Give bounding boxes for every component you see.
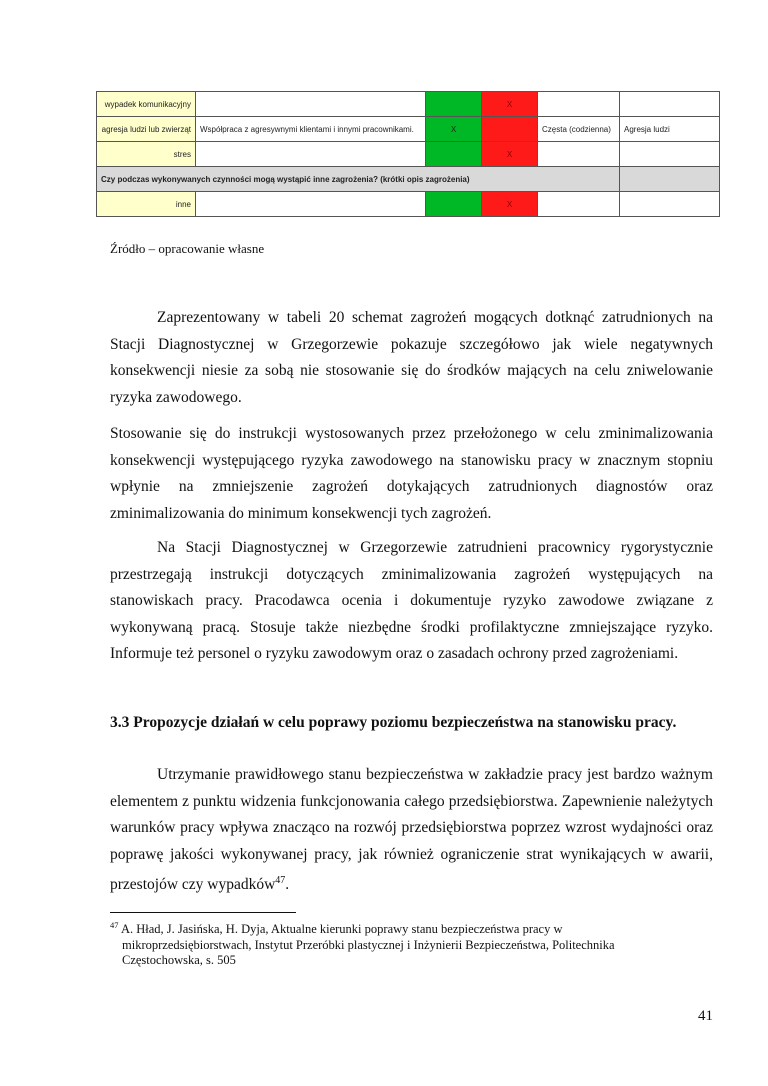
red-cell: X [482, 92, 538, 117]
footnote-reference: 47 [275, 875, 286, 886]
red-cell: X [482, 192, 538, 217]
table-row [97, 192, 720, 217]
frequency-cell [538, 192, 620, 217]
red-cell: X [482, 142, 538, 167]
frequency-cell [538, 92, 620, 117]
table-row [97, 117, 720, 142]
effect-cell [620, 142, 720, 167]
hazard-description [196, 92, 426, 117]
green-cell [426, 92, 482, 117]
green-cell: X [426, 117, 482, 142]
green-cell [426, 192, 482, 217]
hazard-description [196, 142, 426, 167]
paragraph-end: . [285, 876, 290, 894]
effect-cell [620, 192, 720, 217]
footnote-line [110, 918, 670, 938]
table-question-row [97, 167, 720, 192]
section-heading: 3.3 Propozycje działań w celu poprawy poziomu bezpieczeństwa na stanowisku pracy. [110, 714, 677, 731]
hazard-description [196, 192, 426, 217]
footnote-line: Częstochowska, s. 505 [122, 953, 236, 968]
footnote [110, 918, 670, 969]
footnote-number: 47 [110, 920, 119, 930]
paragraph [110, 762, 713, 899]
page-number: 41 [698, 1008, 713, 1024]
hazard-label: inne [97, 192, 196, 217]
question-empty-cell [620, 167, 720, 192]
hazard-description: Współpraca z agresywnymi klientami i innymi pracownikami. [196, 117, 426, 142]
risk-table [96, 91, 720, 217]
hazard-label: stres [97, 142, 196, 167]
paragraph: Na Stacji Diagnostycznej w Grzegorzewie zatrudnieni pracownicy rygorystycznie przestrzegają instrukcji dotyczących zminimalizowania zagrożeń występujących na stanowiskach pracy. Pracodawca ocenia i dokumentuje ryzyko zawodowe związane z wykonywaną pracą. Stosuje także niezbędne środki profilaktyczne zmniejszające ryzyko. Informuje też personel o ryzyku zawodowym oraz o zasadach ochrony przed zagrożeniami. [110, 539, 713, 662]
paragraph: Stosowanie się do instrukcji wystosowanych przez przełożonego w celu zminimalizowania konsekwencji występującego ryzyka zawodowego na stanowisku pracy w znacznym stopniu wpłynie na zmniejszenie zagrożeń dotykających zatrudnionych diagnostów oraz zminimalizowania do minimum konsekwencji tych zagrożeń. [110, 425, 713, 522]
question-cell: Czy podczas wykonywanych czynności mogą wystąpić inne zagrożenia? (krótki opis zagrożenia) [97, 167, 620, 192]
table-source: Źródło – opracowanie własne [110, 241, 265, 256]
frequency-cell: Częsta (codzienna) [538, 117, 620, 142]
hazard-label: agresja ludzi lub zwierząt [97, 117, 196, 142]
green-cell [426, 142, 482, 167]
paragraph-text: Utrzymanie prawidłowego stanu bezpieczeństwa w zakładzie pracy jest bardzo ważnym elementem z punktu widzenia funkcjonowania całego przedsiębiorstwa. Zapewnienie należytych warunków pracy wpływa znacząco na rozwój przedsiębiorstwa poprzez wzrost wydajności oraz poprawę jakości wykonywanej pracy, jak również ograniczenie strat wynikających w awarii, przestojów czy wypadków [110, 766, 713, 894]
effect-cell [620, 92, 720, 117]
frequency-cell [538, 142, 620, 167]
table-row [97, 92, 720, 117]
footnote-line: mikroprzedsiębiorstwach, Instytut Przeróbki plastycznej i Inżynierii Bezpieczeństwa, Politechnika [122, 937, 615, 952]
effect-cell: Agresja ludzi [620, 117, 720, 142]
table-row [97, 142, 720, 167]
hazard-label: wypadek komunikacyjny [97, 92, 196, 117]
red-cell [482, 117, 538, 142]
footnote-text: A. Hład, J. Jasińska, H. Dyja, Aktualne kierunki poprawy stanu bezpieczeństwa pracy w [120, 922, 563, 937]
footnote-separator [110, 912, 296, 913]
paragraph: Zaprezentowany w tabeli 20 schemat zagrożeń mogących dotknąć zatrudnionych na Stacji Diagnostycznej w Grzegorzewie pokazuje szczegółowo jak wiele negatywnych konsekwencji niesie za sobą nie stosowanie się do środków mających na celu zniwelowanie ryzyka zawodowego. [110, 309, 713, 406]
